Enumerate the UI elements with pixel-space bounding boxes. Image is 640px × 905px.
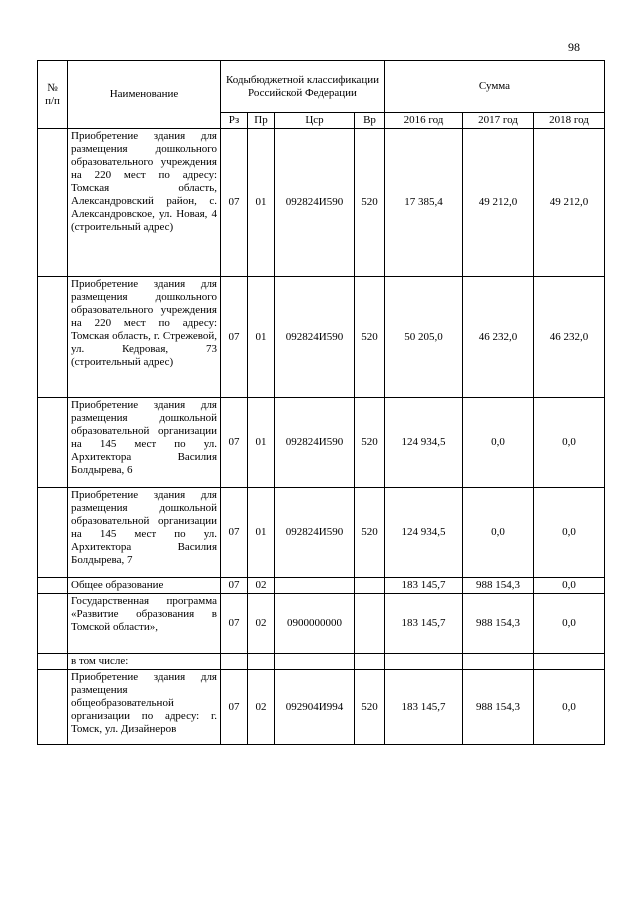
table-row-subtotal <box>38 578 605 594</box>
row-csr: 092824И590 <box>275 277 355 398</box>
table-row <box>38 670 605 745</box>
row-2017: 988 154,3 <box>463 578 534 594</box>
row-vr <box>355 578 385 594</box>
row-pr: 02 <box>248 578 275 594</box>
table-row <box>38 654 605 670</box>
row-vr <box>355 654 385 670</box>
row-pr: 01 <box>248 488 275 578</box>
row-num <box>38 277 68 398</box>
row-name: Государственная программа «Развитие образования в Томской области», <box>68 594 221 654</box>
row-rz <box>221 654 248 670</box>
budget-table <box>37 60 605 745</box>
row-2016: 183 145,7 <box>385 578 463 594</box>
header-rz: Рз <box>221 113 248 129</box>
row-2016 <box>385 654 463 670</box>
row-vr <box>355 594 385 654</box>
header-vr: Вр <box>355 113 385 129</box>
row-num <box>38 578 68 594</box>
header-2016: 2016 год <box>385 113 463 129</box>
row-num <box>38 129 68 277</box>
row-2018: 0,0 <box>534 578 605 594</box>
row-name: Приобретение здания для размещения дошкольной образовательной организации на 145 мест по ул. Архитектора Василия Болдырева, 7 <box>68 488 221 578</box>
header-name: Наименование <box>68 61 221 129</box>
row-rz: 07 <box>221 488 248 578</box>
row-2018: 49 212,0 <box>534 129 605 277</box>
row-2018 <box>534 654 605 670</box>
row-vr: 520 <box>355 398 385 488</box>
row-2016: 17 385,4 <box>385 129 463 277</box>
row-rz: 07 <box>221 129 248 277</box>
row-rz: 07 <box>221 670 248 745</box>
row-2017 <box>463 654 534 670</box>
table-row <box>38 398 605 488</box>
table-row <box>38 129 605 277</box>
header-pr: Пр <box>248 113 275 129</box>
row-csr: 092824И590 <box>275 129 355 277</box>
header-num: № п/п <box>38 61 68 129</box>
row-num <box>38 670 68 745</box>
row-pr: 02 <box>248 670 275 745</box>
row-rz: 07 <box>221 578 248 594</box>
row-vr: 520 <box>355 670 385 745</box>
row-vr: 520 <box>355 129 385 277</box>
row-csr: 092824И590 <box>275 398 355 488</box>
table-row-program <box>38 594 605 654</box>
row-csr: 0900000000 <box>275 594 355 654</box>
row-2018: 46 232,0 <box>534 277 605 398</box>
row-2016: 183 145,7 <box>385 594 463 654</box>
row-vr: 520 <box>355 277 385 398</box>
row-pr: 01 <box>248 129 275 277</box>
row-num <box>38 654 68 670</box>
row-2017: 988 154,3 <box>463 594 534 654</box>
table-row <box>38 488 605 578</box>
row-2017: 988 154,3 <box>463 670 534 745</box>
row-2016: 183 145,7 <box>385 670 463 745</box>
header-2018: 2018 год <box>534 113 605 129</box>
row-2016: 124 934,5 <box>385 488 463 578</box>
row-csr <box>275 578 355 594</box>
row-rz: 07 <box>221 277 248 398</box>
row-name: Приобретение здания для размещения дошкольного образовательного учреждения на 220 мест по адресу: Томская область, Александровский район, с. Александровское, ул. Новая, 4 (строительный адрес) <box>68 129 221 277</box>
row-2017: 46 232,0 <box>463 277 534 398</box>
row-csr <box>275 654 355 670</box>
row-pr: 02 <box>248 594 275 654</box>
row-name: Общее образование <box>68 578 221 594</box>
row-name: Приобретение здания для размещения дошкольного образовательного учреждения на 220 мест по адресу: Томская область, г. Стрежевой, ул. Кедровая, 73 (строительный адрес) <box>68 277 221 398</box>
row-2018: 0,0 <box>534 594 605 654</box>
row-pr: 01 <box>248 277 275 398</box>
header-codes: Кодыбюджетной классификации Российской Федерации <box>221 61 385 113</box>
table-row <box>38 277 605 398</box>
page-number: 98 <box>568 40 580 54</box>
header-csr: Цср <box>275 113 355 129</box>
row-rz: 07 <box>221 594 248 654</box>
row-2017: 0,0 <box>463 398 534 488</box>
header-2017: 2017 год <box>463 113 534 129</box>
row-2016: 124 934,5 <box>385 398 463 488</box>
row-num <box>38 594 68 654</box>
row-name: Приобретение здания для размещения общеобразовательной организации по адресу: г. Томск, ул. Дизайнеров <box>68 670 221 745</box>
row-2018: 0,0 <box>534 670 605 745</box>
row-2018: 0,0 <box>534 398 605 488</box>
row-csr: 092904И994 <box>275 670 355 745</box>
row-name: Приобретение здания для размещения дошкольной образовательной организации на 145 мест по ул. Архитектора Василия Болдырева, 6 <box>68 398 221 488</box>
row-2018: 0,0 <box>534 488 605 578</box>
row-rz: 07 <box>221 398 248 488</box>
row-pr <box>248 654 275 670</box>
row-2016: 50 205,0 <box>385 277 463 398</box>
row-num <box>38 398 68 488</box>
row-2017: 0,0 <box>463 488 534 578</box>
row-2017: 49 212,0 <box>463 129 534 277</box>
row-name: в том числе: <box>68 654 221 670</box>
row-csr: 092824И590 <box>275 488 355 578</box>
row-pr: 01 <box>248 398 275 488</box>
row-vr: 520 <box>355 488 385 578</box>
header-sum: Сумма <box>385 61 605 113</box>
row-num <box>38 488 68 578</box>
